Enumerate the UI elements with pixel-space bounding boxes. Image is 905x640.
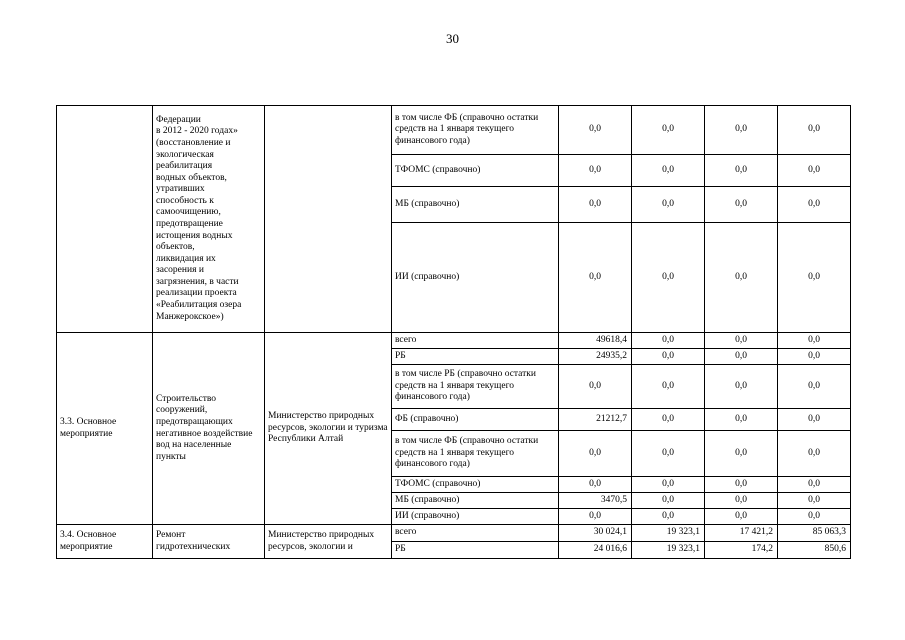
value-cell: 0,0 xyxy=(632,431,705,477)
executor-cell xyxy=(265,333,392,525)
value-cell: 174,2 xyxy=(705,542,778,559)
activity-code-cell xyxy=(57,106,153,333)
value-cell: 0,0 xyxy=(778,223,851,333)
budget-table xyxy=(56,105,851,559)
value-cell: 0,0 xyxy=(778,477,851,493)
value-cell: 0,0 xyxy=(632,333,705,349)
activity-description-cell xyxy=(153,333,265,525)
value-cell: 3470,5 xyxy=(559,493,632,509)
activity-description: Федерации в 2012 - 2020 годах» (восстановление и экологическая реабилитация водных объектов, утративших способность к самоочищению, предотвращение истощения водных объектов, ликвидация их засорения и загрязнения, в части реализации проекта «Реабилитация озера Манжерокское») xyxy=(156,114,242,322)
value-cell: 0,0 xyxy=(705,333,778,349)
value-cell: 19 323,1 xyxy=(632,525,705,542)
value-cell: 0,0 xyxy=(705,155,778,187)
value-cell: 0,0 xyxy=(559,431,632,477)
executor: Министерство природных ресурсов, экологии и туризма Республики Алтай xyxy=(268,411,388,445)
value-cell: 0,0 xyxy=(559,365,632,409)
value-cell: 21212,7 xyxy=(559,409,632,431)
executor-cell xyxy=(265,525,392,559)
value-cell: 0,0 xyxy=(632,106,705,155)
value-cell: 0,0 xyxy=(778,187,851,223)
value-cell: 0,0 xyxy=(559,155,632,187)
funding-source: РБ xyxy=(392,542,559,559)
value-cell: 0,0 xyxy=(632,493,705,509)
funding-source: всего xyxy=(392,525,559,542)
value-cell: 0,0 xyxy=(705,223,778,333)
value-cell: 0,0 xyxy=(705,409,778,431)
value-cell: 0,0 xyxy=(632,349,705,365)
value-cell: 0,0 xyxy=(559,106,632,155)
value-cell: 0,0 xyxy=(632,365,705,409)
value-cell: 0,0 xyxy=(778,431,851,477)
value-cell: 0,0 xyxy=(632,477,705,493)
value-cell: 0,0 xyxy=(705,509,778,525)
funding-source: в том числе РБ (справочно остатки средств на 1 января текущего финансового года) xyxy=(392,365,559,409)
page-number: 30 xyxy=(446,31,459,46)
table-row xyxy=(57,525,851,542)
value-cell: 0,0 xyxy=(705,365,778,409)
executor: Министерство природных ресурсов, экологии и xyxy=(268,529,375,552)
value-cell: 0,0 xyxy=(705,431,778,477)
funding-source: ТФОМС (справочно) xyxy=(392,477,559,493)
value-cell: 49618,4 xyxy=(559,333,632,349)
value-cell: 0,0 xyxy=(559,509,632,525)
value-cell: 0,0 xyxy=(632,187,705,223)
funding-source: в том числе ФБ (справочно остатки средств на 1 января текущего финансового года) xyxy=(392,106,559,155)
funding-source: ТФОМС (справочно) xyxy=(392,155,559,187)
value-cell: 0,0 xyxy=(632,223,705,333)
value-cell: 0,0 xyxy=(778,409,851,431)
value-cell: 0,0 xyxy=(632,509,705,525)
value-cell: 0,0 xyxy=(778,365,851,409)
activity-description-cell xyxy=(153,106,265,333)
value-cell: 0,0 xyxy=(778,333,851,349)
value-cell: 24 016,6 xyxy=(559,542,632,559)
value-cell: 0,0 xyxy=(559,477,632,493)
table-row xyxy=(57,106,851,155)
value-cell: 24935,2 xyxy=(559,349,632,365)
activity-code-cell xyxy=(57,525,153,559)
value-cell: 0,0 xyxy=(559,223,632,333)
value-cell: 0,0 xyxy=(705,349,778,365)
value-cell: 0,0 xyxy=(778,106,851,155)
value-cell: 0,0 xyxy=(559,187,632,223)
value-cell: 0,0 xyxy=(632,409,705,431)
activity-code: 3.3. Основное мероприятие xyxy=(60,416,117,439)
funding-source: ФБ (справочно) xyxy=(392,409,559,431)
value-cell: 85 063,3 xyxy=(778,525,851,542)
activity-description-cell xyxy=(153,525,265,559)
value-cell: 0,0 xyxy=(778,509,851,525)
funding-source: МБ (справочно) xyxy=(392,493,559,509)
table-row xyxy=(57,333,851,349)
value-cell: 0,0 xyxy=(778,349,851,365)
value-cell: 0,0 xyxy=(632,155,705,187)
funding-source: РБ xyxy=(392,349,559,365)
funding-source: в том числе ФБ (справочно остатки средств на 1 января текущего финансового года) xyxy=(392,431,559,477)
value-cell: 0,0 xyxy=(778,493,851,509)
value-cell: 17 421,2 xyxy=(705,525,778,542)
activity-description: Строительство сооружений, предотвращающих негативное воздействие вод на населенные пункты xyxy=(156,393,253,462)
funding-source: всего xyxy=(392,333,559,349)
value-cell: 19 323,1 xyxy=(632,542,705,559)
value-cell: 0,0 xyxy=(705,106,778,155)
value-cell: 0,0 xyxy=(705,493,778,509)
activity-code-cell xyxy=(57,333,153,525)
value-cell: 850,6 xyxy=(778,542,851,559)
activity-code: 3.4. Основное мероприятие xyxy=(60,529,117,552)
value-cell: 30 024,1 xyxy=(559,525,632,542)
value-cell: 0,0 xyxy=(778,155,851,187)
funding-source: ИИ (справочно) xyxy=(392,223,559,333)
funding-source: ИИ (справочно) xyxy=(392,509,559,525)
activity-description: Ремонт гидротехнических xyxy=(156,529,231,552)
executor-cell xyxy=(265,106,392,333)
funding-source: МБ (справочно) xyxy=(392,187,559,223)
value-cell: 0,0 xyxy=(705,477,778,493)
value-cell: 0,0 xyxy=(705,187,778,223)
